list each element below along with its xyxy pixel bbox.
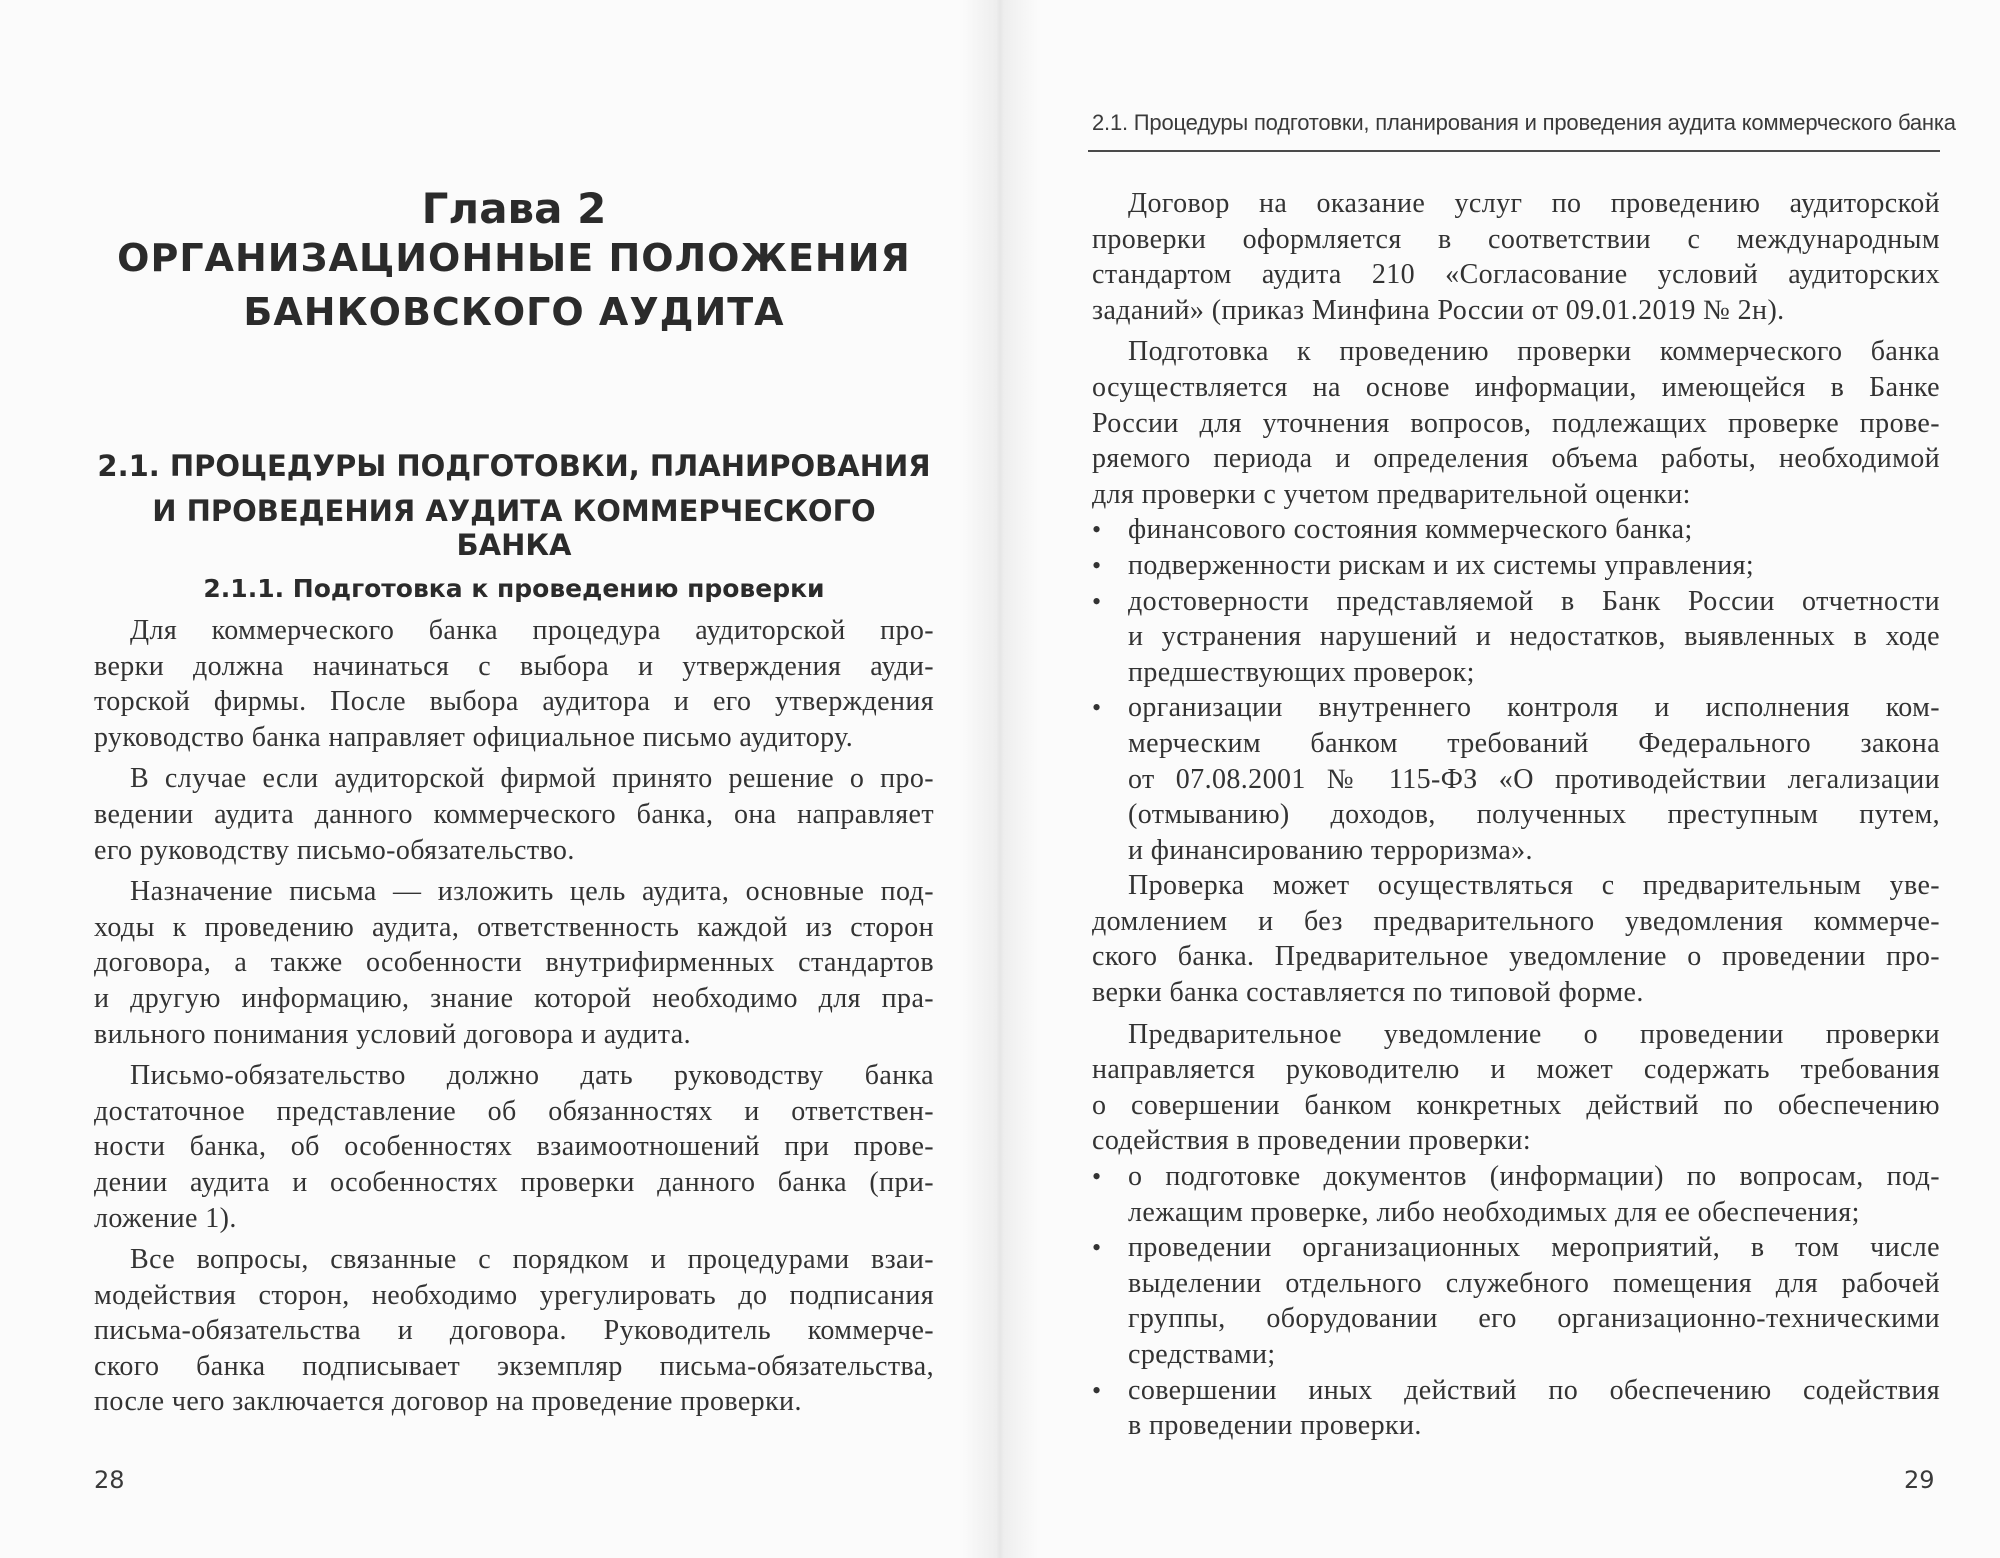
bullet-icon: •: [1092, 1233, 1102, 1263]
list-item-text: подверженности рискам и их системы управления;: [1128, 549, 1755, 581]
text-line: и другую информацию, знание которой необходимо для пра-: [94, 982, 934, 1014]
list-item-text: финансового состояния коммерческого банка;: [1128, 514, 1693, 546]
header-rule: [1088, 150, 1940, 152]
list-item: [1092, 690, 1940, 868]
text-line: Подготовка к проведению проверки коммерческого банка: [1128, 336, 1940, 368]
text-line: заданий» (приказ Минфина России от 09.01.2019 № 2н).: [1092, 294, 1785, 326]
section-title-line: И ПРОВЕДЕНИЯ АУДИТА КОММЕРЧЕСКОГО БАНКА: [152, 494, 876, 562]
list-item-text: о подготовке документов (информации) по вопросам, под-: [1128, 1161, 1940, 1193]
text-line: России для уточнения вопросов, подлежащих проверке прове-: [1092, 407, 1940, 439]
text-line: содействия в проведении проверки:: [1092, 1125, 1532, 1157]
text-line: Предварительное уведомление о проведении проверки: [1128, 1018, 1940, 1050]
text-line: проверки оформляется в соответствии с международным: [1092, 223, 1940, 255]
page-number-left: 28: [94, 1466, 125, 1494]
text-line: ложение 1).: [94, 1202, 237, 1234]
bullet-icon: •: [1092, 1162, 1102, 1192]
list-item-text: достоверности представляемой в Банк России отчетности: [1128, 585, 1940, 617]
text-line: руководство банка направляет официальное письмо аудитору.: [94, 721, 854, 753]
list-item-text: мерческим банком требований Федерального закона: [1128, 727, 1940, 759]
running-header: 2.1. Процедуры подготовки, планирования и проведения аудита коммерческого банка: [1092, 110, 1956, 135]
text-line: Проверка может осуществляться с предварительным уве-: [1128, 870, 1940, 902]
right-body-text: [1092, 186, 1940, 1444]
text-line: ского банка подписывает экземпляр письма-обязательства,: [94, 1350, 934, 1382]
list-item: [1092, 584, 1940, 691]
text-line: направляется руководителю и может содержать требования: [1092, 1054, 1940, 1086]
book-gutter: [962, 0, 1038, 1558]
subsection-title: 2.1.1. Подготовка к проведению проверки: [203, 574, 825, 603]
left-body-text: [94, 613, 934, 1420]
list-item-text: лежащим проверке, либо необходимых для ее обеспечения;: [1128, 1196, 1860, 1228]
text-line: для проверки с учетом предварительной оценки:: [1092, 478, 1691, 510]
list-item: [1092, 512, 1940, 548]
bullet-icon: •: [1092, 515, 1102, 545]
text-line: Для коммерческого банка процедура аудиторской про-: [130, 615, 934, 646]
bullet-icon: •: [1092, 586, 1102, 616]
text-line: модействия сторон, необходимо урегулировать до подписания: [94, 1279, 934, 1311]
bullet-icon: •: [1092, 1375, 1102, 1405]
text-line: его руководству письмо-обязательство.: [94, 834, 575, 866]
text-line: достаточное представление об обязанностях и ответствен-: [94, 1095, 934, 1127]
text-line: ходы к проведению аудита, ответственность каждой из сторон: [94, 911, 934, 943]
text-line: торской фирмы. После выбора аудитора и его утверждения: [94, 686, 934, 718]
list-item-text: проведении организационных мероприятий, в том числе: [1128, 1232, 1940, 1264]
list-item-text: группы, оборудовании его организационно-техническими: [1128, 1303, 1940, 1335]
list-item-text: и финансированию терроризма».: [1128, 834, 1533, 866]
text-line: ряемого периода и определения объема работы, необходимой: [1092, 443, 1940, 475]
text-line: после чего заключается договор на проведение проверки.: [94, 1386, 802, 1418]
text-line: ведении аудита данного коммерческого банка, она направляет: [94, 798, 934, 830]
text-line: вильного понимания условий договора и аудита.: [94, 1018, 692, 1050]
list-item: [1092, 1159, 1940, 1230]
text-line: домлением и без предварительного уведомления коммерче-: [1092, 905, 1940, 937]
chapter-title-line: БАНКОВСКОГО АУДИТА: [243, 290, 785, 334]
list-item: [1092, 1230, 1940, 1372]
text-line: верки банка составляется по типовой форме.: [1092, 977, 1644, 1009]
text-line: ности банка, об особенностях взаимоотношений при прове-: [94, 1131, 934, 1163]
list-item-text: и устранения нарушений и недостатков, выявленных в ходе: [1128, 621, 1940, 653]
text-line: Письмо-обязательство должно дать руководству банка: [130, 1060, 934, 1092]
text-line: Все вопросы, связанные с порядком и процедурами взаи-: [130, 1244, 934, 1276]
text-line: о совершении банком конкретных действий по обеспечению: [1092, 1089, 1940, 1121]
text-line: В случае если аудиторской фирмой принято решение о про-: [130, 763, 934, 795]
text-line: Назначение письма — изложить цель аудита, основные под-: [130, 876, 934, 908]
chapter-title-line: ОРГАНИЗАЦИОННЫЕ ПОЛОЖЕНИЯ: [117, 236, 911, 280]
list-item-text: в проведении проверки.: [1128, 1410, 1422, 1442]
text-line: верки должна начинаться с выбора и утверждения ауди-: [94, 650, 934, 682]
list-item-text: от 07.08.2001 № 115-ФЗ «О противодействии легализации: [1128, 763, 1940, 795]
list-item-text: организации внутреннего контроля и исполнения ком-: [1128, 692, 1940, 724]
page-number-right: 29: [1904, 1466, 1935, 1494]
text-line: Договор на оказание услуг по проведению аудиторской: [1128, 188, 1940, 219]
list-item: [1092, 548, 1940, 584]
text-line: ского банка. Предварительное уведомление о проведении про-: [1092, 941, 1940, 973]
section-title-line: 2.1. ПРОЦЕДУРЫ ПОДГОТОВКИ, ПЛАНИРОВАНИЯ: [97, 449, 931, 483]
text-line: письма-обязательства и договора. Руководитель коммерче-: [94, 1315, 934, 1347]
text-line: осуществляется на основе информации, имеющейся в Банке: [1092, 371, 1940, 403]
list-item-text: выделении отдельного служебного помещения для рабочей: [1128, 1267, 1940, 1299]
list-item-text: (отмыванию) доходов, полученных преступным путем,: [1128, 799, 1940, 831]
bullet-icon: •: [1092, 693, 1102, 723]
text-line: дении аудита и особенностях проверки данного банка (при-: [94, 1166, 934, 1198]
list-item: [1092, 1373, 1940, 1444]
chapter-label: Глава 2: [421, 184, 607, 233]
text-line: стандартом аудита 210 «Согласование условий аудиторских: [1092, 259, 1940, 291]
list-item-text: предшествующих проверок;: [1128, 656, 1475, 688]
text-line: договора, а также особенности внутрифирменных стандартов: [94, 947, 934, 979]
bullet-icon: •: [1092, 550, 1102, 580]
list-item-text: средствами;: [1128, 1339, 1276, 1370]
list-item-text: совершении иных действий по обеспечению содействия: [1128, 1374, 1940, 1406]
